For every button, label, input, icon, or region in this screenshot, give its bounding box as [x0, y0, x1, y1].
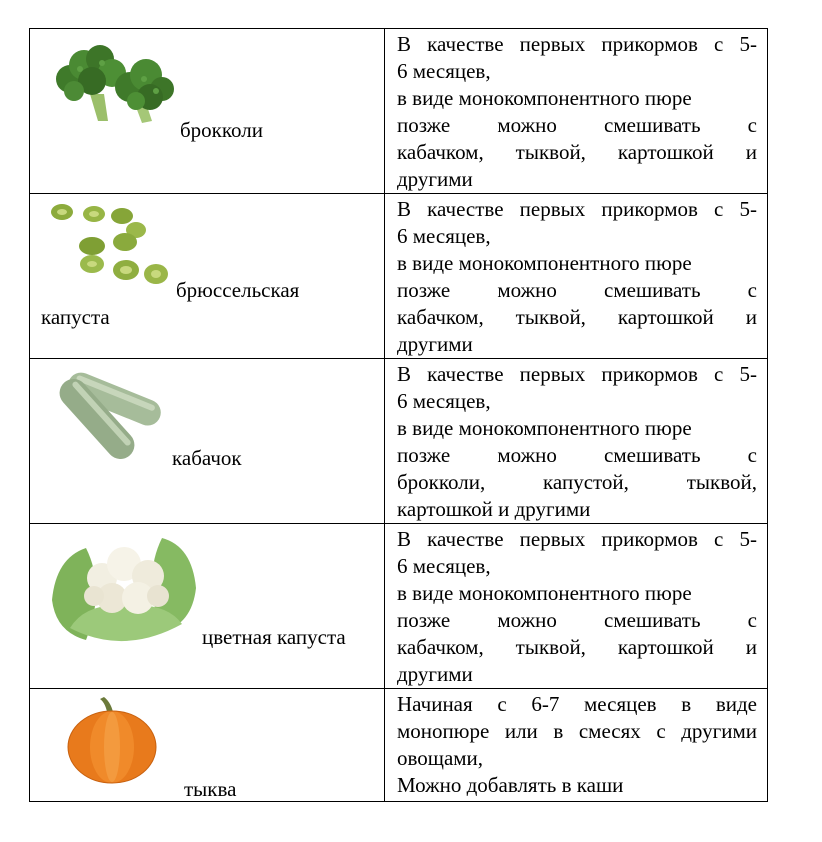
description-line: 6 месяцев,	[397, 59, 491, 83]
brussels-sprouts-image	[48, 200, 173, 288]
description-line: в виде монокомпонентного пюре	[397, 251, 692, 275]
vegetable-name-continuation: капуста	[41, 305, 110, 329]
description-line: В качестве первых прикормов с 5-	[397, 32, 757, 56]
vegetable-table	[29, 28, 768, 802]
description-cell	[385, 194, 768, 359]
description-cell	[385, 524, 768, 689]
description-line: позже можно смешивать с	[397, 278, 757, 302]
zucchini-image	[52, 369, 167, 459]
table-row	[30, 524, 768, 689]
vegetable-name: брюссельская	[176, 278, 300, 302]
description-line: В качестве первых прикормов с 5-	[397, 362, 757, 386]
description-line: 6 месяцев,	[397, 554, 491, 578]
description-line: 6 месяцев,	[397, 389, 491, 413]
description-line: картошкой и другими	[397, 497, 591, 521]
description-line: брокколи, капустой, тыквой,	[397, 470, 757, 494]
table-row	[30, 689, 768, 802]
description-line: В качестве первых прикормов с 5-	[397, 197, 757, 221]
table-row	[30, 359, 768, 524]
description-line: другими	[397, 332, 473, 356]
vegetable-cell	[30, 689, 385, 802]
description-line: кабачком, тыквой, картошкой и	[397, 305, 757, 329]
table-row	[30, 29, 768, 194]
description-line: в виде монокомпонентного пюре	[397, 581, 692, 605]
description-line: в виде монокомпонентного пюре	[397, 86, 692, 110]
vegetable-cell	[30, 29, 385, 194]
description-line: монопюре или в смесях с другими	[397, 719, 757, 743]
description-line: Можно добавлять в каши	[397, 773, 624, 797]
description-line: овощами,	[397, 746, 484, 770]
vegetable-cell	[30, 359, 385, 524]
description-line: кабачком, тыквой, картошкой и	[397, 140, 757, 164]
broccoli-image	[50, 39, 175, 129]
cauliflower-image	[46, 528, 202, 646]
vegetable-name: брокколи	[180, 118, 263, 142]
description-line: позже можно смешивать с	[397, 608, 757, 632]
description-line: другими	[397, 662, 473, 686]
description-line: в виде монокомпонентного пюре	[397, 416, 692, 440]
description-line: позже можно смешивать с	[397, 443, 757, 467]
description-cell	[385, 29, 768, 194]
vegetable-cell	[30, 194, 385, 359]
pumpkin-image	[66, 695, 162, 785]
description-line: В качестве первых прикормов с 5-	[397, 527, 757, 551]
vegetable-name: кабачок	[172, 446, 242, 470]
description-line: Начиная с 6-7 месяцев в виде	[397, 692, 757, 716]
vegetable-cell	[30, 524, 385, 689]
description-cell	[385, 359, 768, 524]
description-line: кабачком, тыквой, картошкой и	[397, 635, 757, 659]
vegetable-name: цветная капуста	[202, 625, 346, 649]
description-line: 6 месяцев,	[397, 224, 491, 248]
description-cell	[385, 689, 768, 802]
description-line: другими	[397, 167, 473, 191]
description-line: позже можно смешивать с	[397, 113, 757, 137]
table-row	[30, 194, 768, 359]
vegetable-name: тыква	[184, 777, 237, 801]
